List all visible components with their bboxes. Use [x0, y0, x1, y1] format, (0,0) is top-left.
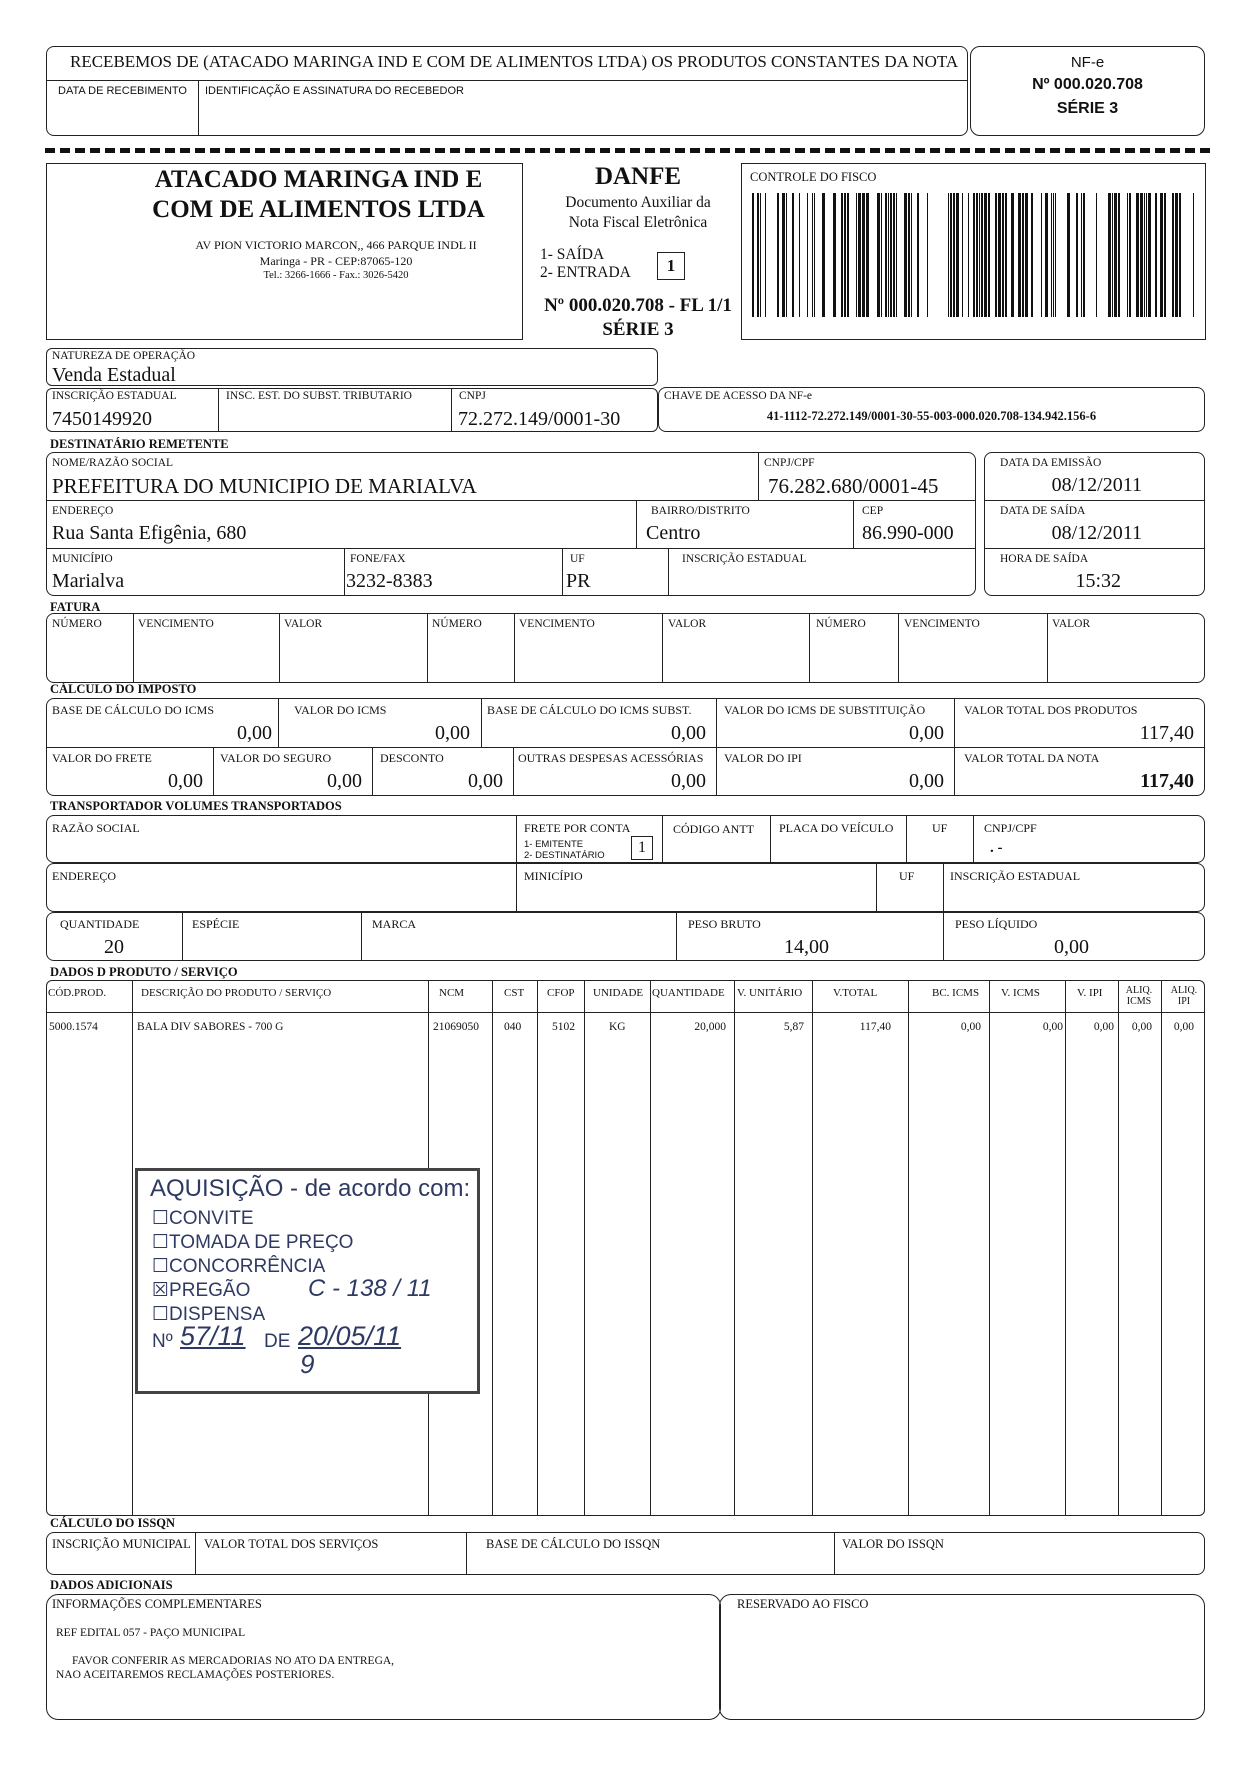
products-total: 117,40 [1139, 722, 1194, 744]
carrier-cnpj-label: CNPJ/CPF [984, 821, 1037, 835]
barcode-bar [877, 193, 880, 317]
exit-time: 15:32 [1075, 570, 1121, 592]
table-column-divider [584, 980, 585, 1516]
issue-date-label: DATA DA EMISSÃO [1000, 457, 1102, 469]
barcode-bar [1045, 193, 1048, 317]
issuer-address: AV PION VICTORIO MARCON,, 466 PARQUE INDL II [195, 238, 477, 252]
barcode-bar [807, 193, 808, 317]
nfe-stub-title: NF-e [1070, 54, 1105, 71]
barcode-bar [1118, 193, 1120, 317]
gross-weight-label: PESO BRUTO [688, 917, 761, 931]
invoice-val-2: VALOR [668, 618, 707, 630]
tax-section: CÁLCULO DO IMPOSTO [50, 682, 197, 696]
row-v-ipi: 0,00 [1093, 1021, 1114, 1033]
row-code: 5000.1574 [49, 1021, 98, 1033]
barcode-bar [1081, 193, 1082, 317]
barcode-bar [1129, 193, 1131, 317]
col-header-v-ipi: V. IPI [1077, 987, 1103, 999]
table-column-divider [537, 980, 538, 1516]
barcode-bar [984, 193, 987, 317]
barcode-bar [995, 193, 997, 317]
info-line-2: FAVOR CONFERIR AS MERCADORIAS NO ATO DA ENTREGA, [72, 1655, 395, 1667]
col-header-qty: QUANTIDADE [652, 987, 725, 999]
recipient-address: Rua Santa Efigênia, 680 [52, 522, 247, 544]
recipient-phone: 3232-8383 [346, 570, 433, 592]
qty: 20 [104, 936, 124, 958]
danfe-option-box [657, 252, 685, 280]
barcode-bar [1140, 193, 1143, 317]
antt-label: CÓDIGO ANTT [673, 822, 754, 836]
col-header-bc-icms: BC. ICMS [932, 987, 980, 999]
issqn-im-label: INSCRIÇÃO MUNICIPAL [52, 1537, 191, 1551]
carrier-address-label: ENDEREÇO [52, 869, 116, 883]
barcode-bar [908, 193, 910, 317]
issqn-value-label: VALOR DO ISSQN [842, 1537, 944, 1551]
barcode-bar [847, 193, 849, 317]
freight-by-label: FRETE POR CONTA [524, 821, 631, 835]
cnpj-value: 72.272.149/0001-30 [458, 408, 621, 430]
barcode-bar [893, 193, 895, 317]
stamp-opt-concorrencia: ☐CONCORRÊNCIA [152, 1256, 326, 1277]
qty-label: QUANTIDADE [60, 917, 140, 931]
carrier-uf-label: UF [932, 821, 948, 835]
fiscal-control-label: CONTROLE DO FISCO [750, 170, 877, 184]
barcode-bar [911, 193, 912, 317]
info-label: INFORMAÇÕES COMPLEMENTARES [52, 1597, 262, 1611]
barcode-bar [1148, 193, 1151, 317]
net-weight: 0,00 [1054, 936, 1089, 958]
barcode-bar [1053, 193, 1054, 317]
col-header-total: V.TOTAL [833, 987, 878, 999]
info-line-1: REF EDITAL 057 - PAÇO MUNICIPAL [56, 1627, 246, 1639]
access-key-label: CHAVE DE ACESSO DA NF-e [664, 390, 813, 402]
barcode-bar [812, 193, 813, 317]
stamp-de-label: DE [264, 1331, 291, 1352]
barcode-bar [1160, 193, 1163, 317]
barcode-bar [752, 193, 754, 317]
barcode-bar [862, 193, 865, 317]
stamp-hand-ref: C - 138 / 11 [308, 1275, 432, 1302]
issuer-phone: Tel.: 3266-1666 - Fax.: 3026-5420 [263, 270, 409, 281]
carrier-ie-label: INSCRIÇÃO ESTADUAL [950, 869, 1081, 883]
issue-date: 08/12/2011 [1051, 474, 1142, 496]
danfe-option-entrada: 2- ENTRADA [540, 264, 631, 281]
row-ncm: 21069050 [433, 1021, 479, 1033]
danfe-title: DANFE [594, 163, 682, 190]
discount-label: DESCONTO [380, 751, 444, 765]
barcode-bar [890, 193, 892, 317]
stamp-num-value: 57/11 [180, 1321, 246, 1351]
exit-date: 08/12/2011 [1051, 522, 1142, 544]
invoice-venc-2: VENCIMENTO [519, 618, 595, 630]
table-column-divider [132, 980, 133, 1516]
ie-value: 7450149920 [52, 408, 152, 430]
recipient-section: DESTINATÁRIO REMETENTE [50, 437, 229, 451]
carrier-city-label: MINICÍPIO [524, 869, 583, 883]
icms: 0,00 [435, 722, 470, 744]
barcode-bar [998, 193, 1001, 317]
barcode-bar [1144, 193, 1145, 317]
barcode-bar [1055, 193, 1056, 317]
access-key-value: 41-1112-72.272.149/0001-30-55-003-000.020.708-134.942.156-6 [766, 409, 1097, 423]
recipient-cep-label: CEP [862, 505, 884, 517]
barcode-bar [777, 193, 779, 317]
table-column-divider [1065, 980, 1066, 1516]
barcode-bar [896, 193, 897, 317]
barcode-bar [979, 193, 980, 317]
invoice-venc-3: VENCIMENTO [904, 618, 980, 630]
barcode-bar [1005, 193, 1007, 317]
ie-st-label: INSC. EST. DO SUBST. TRIBUTARIO [226, 390, 412, 402]
barcode-bar [822, 193, 825, 317]
col-header-aliq-ipi: ALIQ. IPI [1170, 985, 1198, 1007]
recipient-uf: PR [566, 570, 591, 592]
exit-date-label: DATA DE SAÍDA [1000, 505, 1086, 517]
freight-label: VALOR DO FRETE [52, 751, 152, 765]
reserved-label: RESERVADO AO FISCO [737, 1597, 869, 1611]
row-desc: BALA DIV SABORES - 700 G [137, 1021, 284, 1033]
barcode-bar [1193, 193, 1194, 317]
invoice-num-3: NÚMERO [816, 618, 866, 630]
invoice-num-1: NÚMERO [52, 618, 102, 630]
carrier-cnpj: . - [990, 840, 1003, 856]
col-header-unit: UNIDADE [593, 987, 644, 999]
danfe-subtitle-2: Nota Fiscal Eletrônica [568, 214, 708, 231]
ipi: 0,00 [909, 770, 944, 792]
barcode-bar [950, 193, 952, 317]
row-bc-icms: 0,00 [960, 1021, 981, 1033]
barcode-bar [760, 193, 761, 317]
invoice-venc-1: VENCIMENTO [138, 618, 214, 630]
barcode-bar [782, 193, 785, 317]
barcode-bar [792, 193, 794, 317]
invoice-section: FATURA [50, 600, 101, 614]
recipient-uf-label: UF [570, 553, 585, 565]
cut-line [45, 148, 1210, 153]
barcode-bar [1146, 193, 1147, 317]
icms-label: VALOR DO ICMS [294, 703, 387, 717]
barcode-bar [1112, 193, 1113, 317]
plate-label: PLACA DO VEÍCULO [779, 821, 894, 835]
barcode-bar [988, 193, 990, 317]
recipient-name-label: NOME/RAZÃO SOCIAL [52, 457, 174, 469]
issqn-base-label: BASE DE CÁLCULO DO ISSQN [486, 1537, 661, 1551]
recipient-district-label: BAIRRO/DISTRITO [651, 505, 750, 517]
barcode-bar [1083, 193, 1085, 317]
barcode-bar [962, 193, 963, 317]
invoice-total-label: VALOR TOTAL DA NOTA [964, 751, 1100, 765]
danfe-subtitle-1: Documento Auxiliar da [565, 194, 711, 211]
stamp-date: 20/05/11 [298, 1321, 402, 1351]
danfe-option-value: 1 [666, 256, 676, 275]
receipt-date-label: DATA DE RECEBIMENTO [58, 85, 187, 97]
barcode-bar [968, 193, 969, 317]
base-icms-label: BASE DE CÁLCULO DO ICMS [52, 703, 215, 717]
row-unit-price: 5,87 [783, 1021, 804, 1033]
barcode-bar [953, 193, 955, 317]
info-line-3: NAO ACEITAREMOS RECLAMAÇÕES POSTERIORES. [56, 1669, 335, 1681]
carrier-name-label: RAZÃO SOCIAL [52, 821, 140, 835]
barcode-bar [917, 193, 919, 317]
barcode-bar [948, 193, 949, 317]
recipient-city: Marialva [52, 570, 125, 592]
barcode-bar [1175, 193, 1178, 317]
barcode-bar [1136, 193, 1139, 317]
barcode-bar [1179, 193, 1181, 317]
stamp-opt-pregao: ☒PREGÃO [152, 1280, 251, 1301]
barcode-bar [786, 193, 787, 317]
col-header-code: CÓD.PROD. [48, 987, 107, 999]
barcode-bar [1011, 193, 1014, 317]
danfe-option-saida: 1- SAÍDA [540, 246, 605, 263]
barcode-bar [856, 193, 857, 317]
freight: 0,00 [168, 770, 203, 792]
col-header-ncm: NCM [439, 987, 465, 999]
barcode-bar [1022, 193, 1024, 317]
barcode-bar [888, 193, 889, 317]
barcode-bar [799, 193, 800, 317]
base-st: 0,00 [671, 722, 706, 744]
barcode-bar [765, 193, 766, 317]
nature-value: Venda Estadual [52, 364, 176, 386]
barcode-bar [1155, 193, 1157, 317]
acquisition-stamp [135, 1168, 480, 1394]
invoice-box [46, 613, 1205, 683]
barcode-bar [885, 193, 887, 317]
row-aliq-ipi: 0,00 [1173, 1021, 1194, 1033]
freight-value: 1 [638, 839, 646, 856]
barcode [752, 193, 1194, 317]
table-column-divider [989, 980, 990, 1516]
barcode-bar [956, 193, 959, 317]
row-total: 117,40 [859, 1021, 891, 1033]
stamp-title: AQUISIÇÃO - de acordo com: [150, 1175, 471, 1202]
barcode-bar [1127, 193, 1128, 317]
barcode-bar [1164, 193, 1166, 317]
base-icms: 0,00 [237, 722, 272, 744]
other: 0,00 [671, 770, 706, 792]
stamp-num-prefix: Nº [152, 1331, 173, 1352]
stamp-opt-tomada: ☐TOMADA DE PREÇO [152, 1232, 354, 1253]
stamp-mark: 9 [300, 1349, 315, 1379]
cnpj-label: CNPJ [459, 390, 486, 402]
barcode-bar [814, 193, 815, 317]
issuer-name-2: COM DE ALIMENTOS LTDA [152, 196, 485, 223]
col-header-desc: DESCRIÇÃO DO PRODUTO / SERVIÇO [141, 987, 332, 999]
barcode-bar [1096, 193, 1097, 317]
table-column-divider [1118, 980, 1119, 1516]
nfe-stub-number: Nº 000.020.708 [1032, 76, 1143, 93]
row-unit: KG [609, 1021, 626, 1033]
gross-weight: 14,00 [784, 936, 829, 958]
recipient-phone-label: FONE/FAX [350, 553, 406, 565]
receipt-sign-label: IDENTIFICAÇÃO E ASSINATURA DO RECEBEDOR [205, 85, 464, 97]
net-weight-label: PESO LÍQUIDO [955, 917, 1038, 931]
issuer-name-1: ATACADO MARINGA IND E [154, 166, 483, 193]
recipient-city-label: MUNICÍPIO [52, 553, 113, 565]
stamp-opt-convite: ☐CONVITE [152, 1208, 254, 1229]
barcode-bar [976, 193, 978, 317]
nature-label: NATUREZA DE OPERAÇÃO [52, 350, 196, 362]
icms-st-label: VALOR DO ICMS DE SUBSTITUIÇÃO [724, 703, 926, 717]
recipient-address-label: ENDEREÇO [52, 505, 114, 517]
recipient-name: PREFEITURA DO MUNICIPIO DE MARIALVA [52, 474, 477, 498]
transport-section: TRANSPORTADOR VOLUMES TRANSPORTADOS [50, 799, 342, 813]
insurance-label: VALOR DO SEGURO [220, 751, 332, 765]
other-label: OUTRAS DESPESAS ACESSÓRIAS [518, 751, 704, 765]
danfe-series: SÉRIE 3 [602, 319, 674, 340]
invoice-num-2: NÚMERO [432, 618, 482, 630]
barcode-bar [1076, 193, 1078, 317]
reserved-box [719, 1594, 1205, 1720]
recipient-district: Centro [646, 522, 701, 544]
barcode-bar [881, 193, 882, 317]
table-column-divider [734, 980, 735, 1516]
barcode-bar [866, 193, 869, 317]
recipient-cnpj: 76.282.680/0001-45 [768, 474, 939, 498]
barcode-bar [841, 193, 843, 317]
discount: 0,00 [468, 770, 503, 792]
row-qty: 20,000 [694, 1021, 726, 1033]
base-st-label: BASE DE CÁLCULO DO ICMS SUBST. [487, 703, 692, 717]
barcode-bar [927, 193, 928, 317]
ie-label: INSCRIÇÃO ESTADUAL [52, 390, 177, 402]
additional-section: DADOS ADICIONAIS [50, 1578, 173, 1592]
exit-time-label: HORA DE SAÍDA [1000, 553, 1089, 565]
issuer-city: Maringa - PR - CEP:87065-120 [259, 254, 413, 268]
invoice-val-1: VALOR [284, 618, 323, 630]
barcode-bar [1031, 193, 1033, 317]
table-column-divider [812, 980, 813, 1516]
barcode-bar [973, 193, 975, 317]
receipt-header: RECEBEMOS DE (ATACADO MARINGA IND E COM DE ALIMENTOS LTDA) OS PRODUTOS CONSTANTES DA NOTA [70, 52, 959, 71]
stamp-opt-dispensa: ☐DISPENSA [152, 1304, 266, 1325]
col-header-v-icms: V. ICMS [1001, 987, 1040, 999]
table-column-divider [1161, 980, 1162, 1516]
barcode-bar [981, 193, 983, 317]
row-cst: 040 [504, 1021, 522, 1033]
col-header-cst: CST [504, 987, 525, 999]
recipient-ie-label: INSCRIÇÃO ESTADUAL [682, 553, 807, 565]
row-aliq-icms: 0,00 [1131, 1021, 1152, 1033]
barcode-bar [1018, 193, 1021, 317]
invoice-val-3: VALOR [1052, 618, 1091, 630]
col-header-unit-price: V. UNITÁRIO [737, 987, 803, 999]
barcode-bar [1041, 193, 1042, 317]
recipient-cep: 86.990-000 [862, 522, 954, 544]
issqn-section: CÁLCULO DO ISSQN [50, 1516, 176, 1530]
row-cfop: 5102 [552, 1021, 575, 1033]
danfe-number: Nº 000.020.708 - FL 1/1 [544, 295, 732, 316]
icms-st: 0,00 [909, 722, 944, 744]
issqn-services-label: VALOR TOTAL DOS SERVIÇOS [204, 1537, 379, 1551]
barcode-bar [757, 193, 759, 317]
table-column-divider [650, 980, 651, 1516]
row-v-icms: 0,00 [1042, 1021, 1063, 1033]
barcode-bar [844, 193, 846, 317]
barcode-bar [833, 193, 836, 317]
table-column-divider [492, 980, 493, 1516]
barcode-bar [1067, 193, 1070, 317]
carrier-uf2-label: UF [899, 869, 915, 883]
col-header-cfop: CFOP [547, 987, 575, 999]
freight-opt-2: 2- DESTINATÁRIO [524, 850, 605, 861]
products-section: DADOS D PRODUTO / SERVIÇO [50, 965, 238, 979]
brand-label: MARCA [372, 917, 417, 931]
nfe-stub-series: SÉRIE 3 [1056, 100, 1119, 117]
barcode-bar [858, 193, 861, 317]
barcode-bar [1114, 193, 1117, 317]
table-column-divider [908, 980, 909, 1516]
products-total-label: VALOR TOTAL DOS PRODUTOS [964, 703, 1138, 717]
barcode-bar [904, 193, 907, 317]
freight-opt-1: 1- EMITENTE [524, 839, 584, 850]
barcode-bar [1051, 193, 1052, 317]
insurance: 0,00 [327, 770, 362, 792]
freight-value-box [631, 836, 653, 860]
barcode-bar [1002, 193, 1004, 317]
kind-label: ESPÉCIE [192, 917, 240, 931]
barcode-bar [1108, 193, 1111, 317]
invoice-total: 117,40 [1140, 770, 1194, 792]
barcode-bar [1172, 193, 1174, 317]
col-header-aliq-icms: ALIQ. ICMS [1125, 985, 1153, 1007]
barcode-bar [1025, 193, 1028, 317]
recipient-cnpj-label: CNPJ/CPF [764, 457, 815, 469]
ipi-label: VALOR DO IPI [724, 751, 802, 765]
